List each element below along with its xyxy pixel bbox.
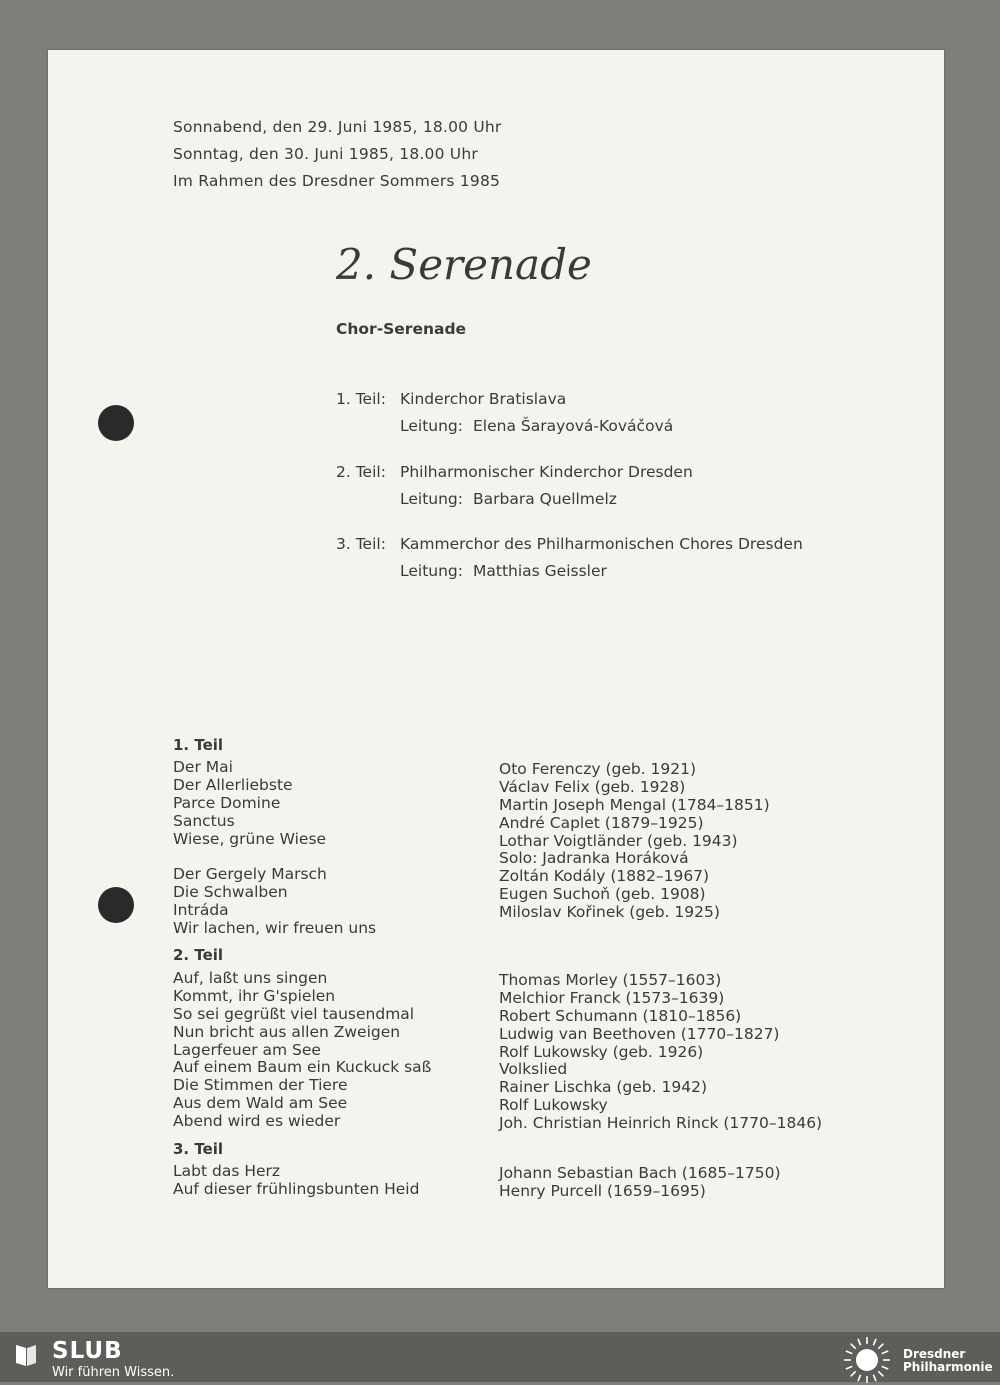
composer: Martin Joseph Mengal (1784–1851): [499, 795, 770, 814]
composer: Václav Felix (geb. 1928): [499, 777, 686, 796]
dresdner-philharmonie-sun-icon: [842, 1335, 892, 1385]
composer: Miloslav Kořinek (geb. 1925): [499, 903, 720, 922]
composer: Rainer Lischka (geb. 1942): [499, 1078, 707, 1097]
section-heading-teil-1: 1. Teil: [173, 736, 224, 754]
piece-title: Auf, laßt uns singen: [173, 969, 328, 987]
teil-1-titles: [173, 759, 376, 938]
piece-title: Die Schwalben: [173, 883, 288, 902]
composer: Thomas Morley (1557–1603): [499, 971, 722, 989]
composer: Johann Sebastian Bach (1685–1750): [499, 1164, 781, 1182]
piece-title: Intráda: [173, 901, 229, 920]
part-1-choir: Kinderchor Bratislava: [400, 390, 567, 408]
piece-title: Aus dem Wald am See: [173, 1094, 348, 1113]
punch-hole-lower: [98, 887, 134, 923]
piece-title: Auf einem Baum ein Kuckuck saß: [173, 1058, 432, 1077]
date-line-2: Sonntag, den 30. Juni 1985, 18.00 Uhr: [173, 145, 478, 163]
composer: Volkslied: [499, 1060, 568, 1079]
slub-book-icon: [14, 1342, 38, 1368]
punch-hole-upper: [98, 405, 134, 441]
concert-subtitle: Chor-Serenade: [336, 320, 467, 338]
footer-bar: [0, 1332, 1000, 1382]
piece-title: Nun bricht aus allen Zweigen: [173, 1022, 401, 1041]
piece-title: Lagerfeuer am See: [173, 1040, 321, 1059]
slub-tagline: Wir führen Wissen.: [52, 1365, 175, 1380]
piece-title: Auf dieser frühlingsbunten Heid: [173, 1179, 420, 1198]
festival-line: Im Rahmen des Dresdner Sommers 1985: [173, 172, 501, 190]
piece-title: Abend wird es wieder: [173, 1112, 341, 1131]
teil-2-titles: [173, 970, 431, 1131]
composer: André Caplet (1879–1925): [499, 813, 704, 832]
piece-title: Wir lachen, wir freuen uns: [173, 919, 377, 938]
composer: Henry Purcell (1659–1695): [499, 1181, 706, 1200]
composer: Melchior Franck (1573–1639): [499, 988, 725, 1007]
composer: Zoltán Kodály (1882–1967): [499, 867, 710, 886]
concert-title: 2. Serenade: [336, 240, 592, 289]
part-2-label: 2. Teil:: [336, 463, 386, 481]
composer: Eugen Suchoň (geb. 1908): [499, 885, 706, 904]
piece-title: Parce Domine: [173, 793, 281, 812]
composer: Joh. Christian Heinrich Rinck (1770–1846): [499, 1114, 823, 1133]
part-2-leitung-label: Leitung:: [400, 490, 463, 508]
composer: Rolf Lukowsky (geb. 1926): [499, 1042, 704, 1061]
part-1-leitung-label: Leitung:: [400, 417, 463, 435]
part-3-leitung: Matthias Geissler: [473, 562, 607, 580]
piece-title: So sei gegrüßt viel tausendmal: [173, 1004, 415, 1023]
piece-title-spacer: [173, 848, 376, 866]
teil-1-composers: [499, 761, 770, 922]
teil-3-titles: [173, 1163, 419, 1199]
dresdner-philharmonie-logo-text[interactable]: [903, 1348, 993, 1374]
part-1-label: 1. Teil:: [336, 390, 386, 408]
composer: Oto Ferenczy (geb. 1921): [499, 760, 697, 778]
dp-line-2: Philharmonie: [903, 1360, 993, 1374]
part-3-label: 3. Teil:: [336, 535, 386, 553]
part-2-leitung: Barbara Quellmelz: [473, 490, 617, 508]
piece-title: Wiese, grüne Wiese: [173, 829, 327, 848]
section-heading-teil-2: 2. Teil: [173, 946, 224, 964]
composer: Rolf Lukowsky: [499, 1096, 608, 1115]
program-sheet: [48, 50, 944, 1288]
piece-title: Der Mai: [173, 758, 233, 776]
piece-title: Der Gergely Marsch: [173, 865, 327, 884]
piece-title: Sanctus: [173, 811, 235, 830]
dp-line-1: Dresdner: [903, 1347, 966, 1361]
part-3-choir: Kammerchor des Philharmonischen Chores Dresden: [400, 535, 803, 553]
part-2-choir: Philharmonischer Kinderchor Dresden: [400, 463, 693, 481]
part-3-leitung-label: Leitung:: [400, 562, 463, 580]
composer: Robert Schumann (1810–1856): [499, 1006, 742, 1025]
composer: Ludwig van Beethoven (1770–1827): [499, 1024, 780, 1043]
date-line-1: Sonnabend, den 29. Juni 1985, 18.00 Uhr: [173, 118, 502, 136]
composer: Lothar Voigtländer (geb. 1943): [499, 831, 738, 850]
soloist: Solo: Jadranka Horáková: [499, 849, 689, 868]
section-heading-teil-3: 3. Teil: [173, 1140, 224, 1158]
slub-logo-text[interactable]: SLUB: [52, 1338, 123, 1364]
piece-title: Der Allerliebste: [173, 775, 293, 794]
teil-3-composers: [499, 1165, 781, 1201]
piece-title: Labt das Herz: [173, 1162, 281, 1180]
part-1-leitung: Elena Šarayová-Kováčová: [473, 417, 674, 435]
piece-title: Kommt, ihr G'spielen: [173, 986, 336, 1005]
piece-title: Die Stimmen der Tiere: [173, 1076, 348, 1095]
teil-2-composers: [499, 972, 822, 1133]
